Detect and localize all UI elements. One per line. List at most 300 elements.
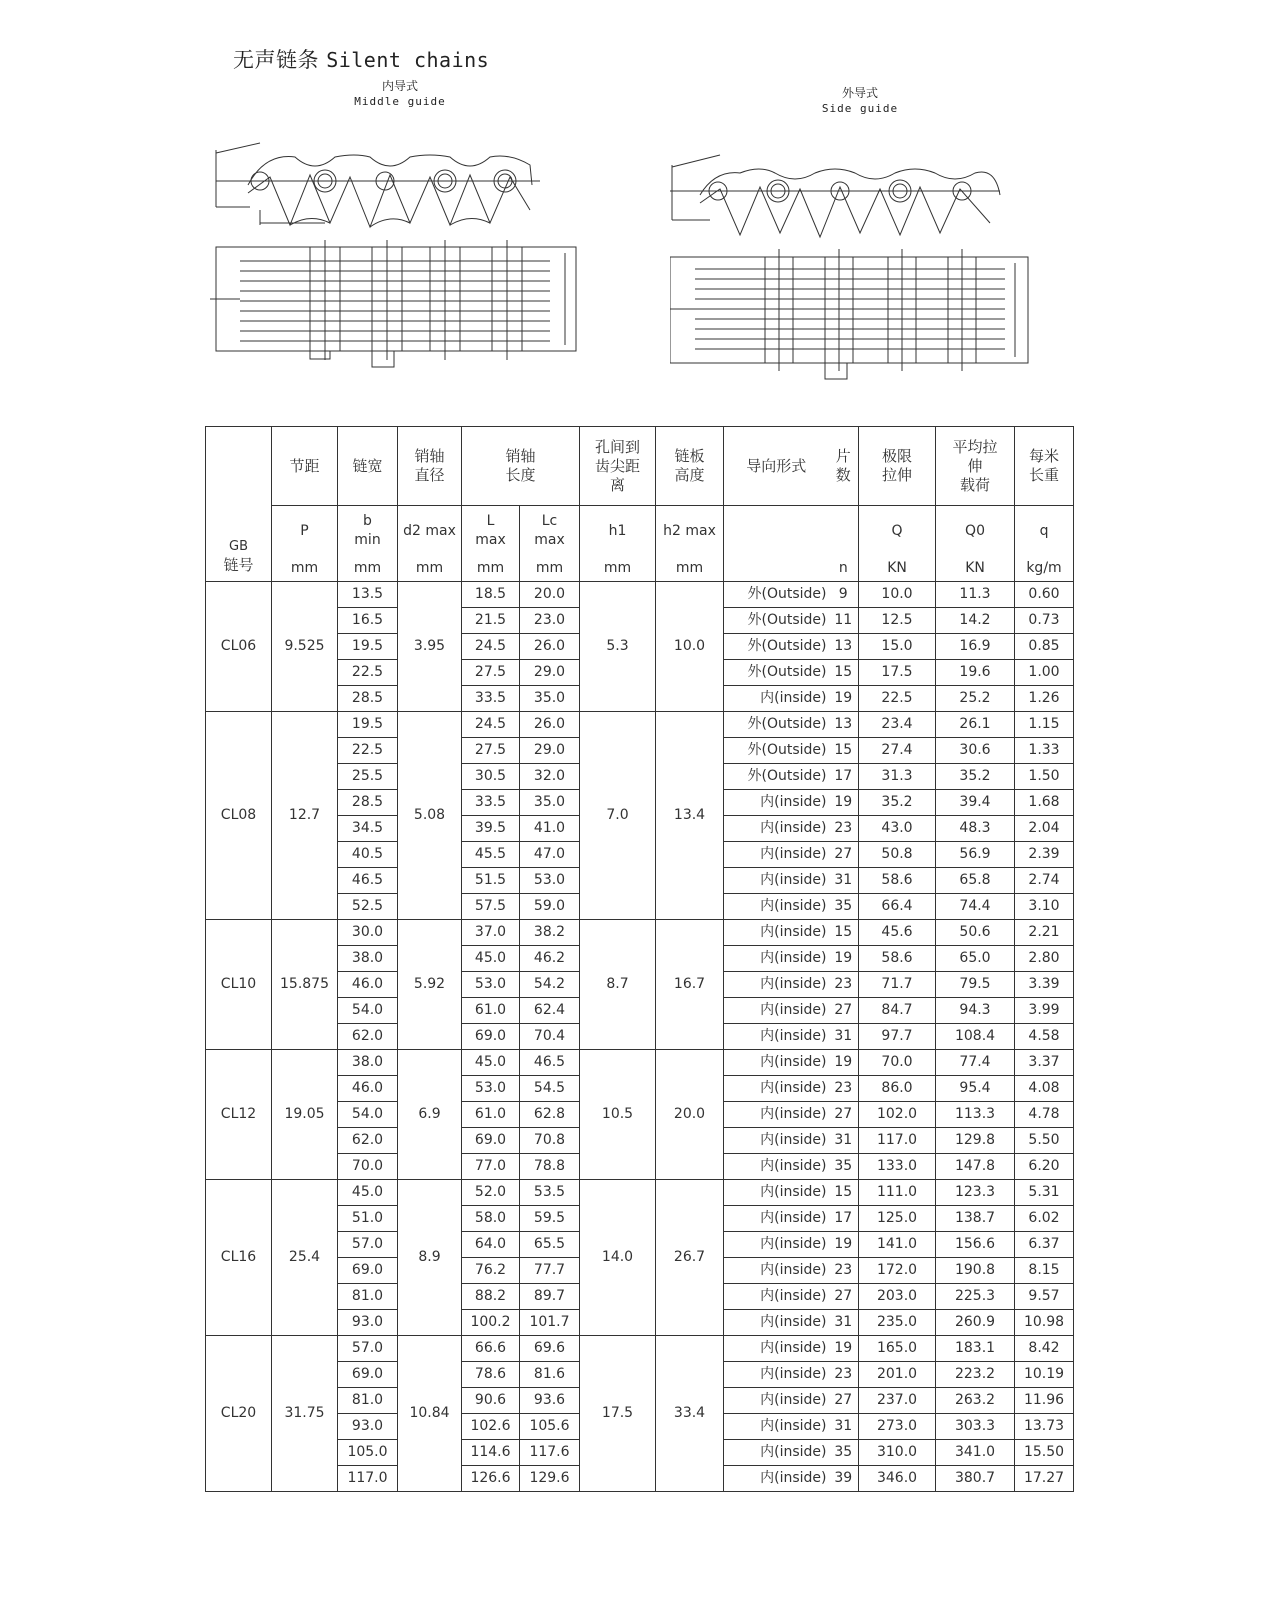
- guide-cell: 内(inside): [724, 1284, 829, 1310]
- ultimate-cell: 43.0: [859, 816, 936, 842]
- pin-len-Lc-cell: 69.6: [520, 1336, 580, 1362]
- header-weight-text: 每米 长重: [1029, 447, 1060, 484]
- width-cell: 46.0: [338, 1076, 398, 1102]
- guide-cell: 内(inside): [724, 920, 829, 946]
- pieces-cell: 39: [829, 1466, 859, 1492]
- pieces-cell: 27: [829, 1102, 859, 1128]
- guide-cell: 内(inside): [724, 1362, 829, 1388]
- unit-Q: KN: [859, 556, 936, 582]
- pieces-cell: 9: [829, 582, 859, 608]
- unit-q: kg/m: [1015, 556, 1074, 582]
- guide-cell: 内(inside): [724, 1258, 829, 1284]
- pin-dia-cell: 3.95: [398, 582, 462, 712]
- pin-len-L-cell: 24.5: [462, 712, 520, 738]
- avg-cell: 48.3: [936, 816, 1015, 842]
- header-ultimate-text: 极限 拉伸: [882, 447, 913, 484]
- unit-P: mm: [272, 556, 338, 582]
- sym-b: [338, 506, 398, 557]
- width-cell: 22.5: [338, 660, 398, 686]
- pin-len-Lc-cell: 54.5: [520, 1076, 580, 1102]
- ultimate-cell: 84.7: [859, 998, 936, 1024]
- width-cell: 54.0: [338, 998, 398, 1024]
- pieces-cell: 19: [829, 1050, 859, 1076]
- middle-guide-drawing: [210, 135, 610, 385]
- weight-cell: 3.39: [1015, 972, 1074, 998]
- avg-cell: 77.4: [936, 1050, 1015, 1076]
- guide-cell: 内(inside): [724, 686, 829, 712]
- sym-h1: h1: [580, 506, 656, 557]
- header-width: 链宽: [338, 427, 398, 506]
- header-row-1: [206, 427, 1074, 506]
- pieces-cell: 15: [829, 738, 859, 764]
- width-cell: 38.0: [338, 946, 398, 972]
- avg-cell: 74.4: [936, 894, 1015, 920]
- unit-guide: [724, 556, 829, 582]
- pin-len-L-cell: 37.0: [462, 920, 520, 946]
- pin-len-L-cell: 53.0: [462, 1076, 520, 1102]
- header-guide: 导向形式: [724, 427, 829, 506]
- avg-cell: 95.4: [936, 1076, 1015, 1102]
- pin-len-L-cell: 51.5: [462, 868, 520, 894]
- pieces-cell: 35: [829, 1154, 859, 1180]
- pin-len-Lc-cell: 29.0: [520, 660, 580, 686]
- pitch-cell: 12.7: [272, 712, 338, 920]
- pin-len-Lc-cell: 62.4: [520, 998, 580, 1024]
- pin-len-L-cell: 90.6: [462, 1388, 520, 1414]
- weight-cell: 1.33: [1015, 738, 1074, 764]
- header-row-2: [206, 506, 1074, 557]
- table-row: [206, 582, 1074, 608]
- h2-cell: 26.7: [656, 1180, 724, 1336]
- guide-cell: 内(inside): [724, 946, 829, 972]
- ultimate-cell: 58.6: [859, 946, 936, 972]
- avg-cell: 65.8: [936, 868, 1015, 894]
- pieces-cell: 27: [829, 1388, 859, 1414]
- guide-cell: 内(inside): [724, 816, 829, 842]
- pieces-cell: 31: [829, 868, 859, 894]
- ultimate-cell: 203.0: [859, 1284, 936, 1310]
- guide-cell: 内(inside): [724, 1024, 829, 1050]
- header-gb: GB: [229, 539, 248, 554]
- pin-len-Lc-cell: 117.6: [520, 1440, 580, 1466]
- guide-cell: 内(inside): [724, 1050, 829, 1076]
- table-row: [206, 1336, 1074, 1362]
- guide-cell: 内(inside): [724, 1180, 829, 1206]
- header-h2: [656, 427, 724, 506]
- guide-cell: 内(inside): [724, 894, 829, 920]
- caption-side-guide: [800, 85, 920, 117]
- avg-cell: 11.3: [936, 582, 1015, 608]
- pin-len-Lc-cell: 62.8: [520, 1102, 580, 1128]
- guide-cell: 内(inside): [724, 1102, 829, 1128]
- pieces-cell: 31: [829, 1310, 859, 1336]
- avg-cell: 138.7: [936, 1206, 1015, 1232]
- table-row: [206, 1180, 1074, 1206]
- avg-cell: 341.0: [936, 1440, 1015, 1466]
- unit-n: n: [829, 556, 859, 582]
- sym-h2: h2 max: [656, 506, 724, 557]
- width-cell: 13.5: [338, 582, 398, 608]
- avg-cell: 14.2: [936, 608, 1015, 634]
- sym-L-text: L max: [475, 513, 506, 548]
- weight-cell: 1.50: [1015, 764, 1074, 790]
- table-row: [206, 712, 1074, 738]
- weight-cell: 10.98: [1015, 1310, 1074, 1336]
- ultimate-cell: 31.3: [859, 764, 936, 790]
- unit-h2: mm: [656, 556, 724, 582]
- ultimate-cell: 58.6: [859, 868, 936, 894]
- width-cell: 62.0: [338, 1024, 398, 1050]
- pin-len-L-cell: 27.5: [462, 738, 520, 764]
- pieces-cell: 19: [829, 1336, 859, 1362]
- width-cell: 16.5: [338, 608, 398, 634]
- h2-cell: 10.0: [656, 582, 724, 712]
- width-cell: 69.0: [338, 1258, 398, 1284]
- weight-cell: 1.00: [1015, 660, 1074, 686]
- pin-len-L-cell: 33.5: [462, 686, 520, 712]
- avg-cell: 183.1: [936, 1336, 1015, 1362]
- width-cell: 30.0: [338, 920, 398, 946]
- pin-len-L-cell: 33.5: [462, 790, 520, 816]
- header-row-3: [206, 556, 1074, 582]
- weight-cell: 1.15: [1015, 712, 1074, 738]
- weight-cell: 3.10: [1015, 894, 1074, 920]
- guide-cell: 外(Outside): [724, 660, 829, 686]
- header-pin-len: [462, 427, 580, 506]
- unit-h1: mm: [580, 556, 656, 582]
- pitch-cell: 25.4: [272, 1180, 338, 1336]
- avg-cell: 26.1: [936, 712, 1015, 738]
- header-weight: [1015, 427, 1074, 506]
- pin-dia-cell: 6.9: [398, 1050, 462, 1180]
- width-cell: 22.5: [338, 738, 398, 764]
- pitch-cell: 15.875: [272, 920, 338, 1050]
- pin-len-Lc-cell: 35.0: [520, 686, 580, 712]
- ultimate-cell: 66.4: [859, 894, 936, 920]
- width-cell: 46.5: [338, 868, 398, 894]
- ultimate-cell: 23.4: [859, 712, 936, 738]
- avg-cell: 35.2: [936, 764, 1015, 790]
- pin-len-L-cell: 24.5: [462, 634, 520, 660]
- chain-no-cell: CL08: [206, 712, 272, 920]
- pin-len-Lc-cell: 53.0: [520, 868, 580, 894]
- avg-cell: 30.6: [936, 738, 1015, 764]
- weight-cell: 6.02: [1015, 1206, 1074, 1232]
- guide-cell: 内(inside): [724, 842, 829, 868]
- header-pin-dia: [398, 427, 462, 506]
- middle-guide-side-view: [216, 143, 540, 227]
- avg-cell: 65.0: [936, 946, 1015, 972]
- weight-cell: 4.78: [1015, 1102, 1074, 1128]
- weight-cell: 9.57: [1015, 1284, 1074, 1310]
- ultimate-cell: 141.0: [859, 1232, 936, 1258]
- pin-len-Lc-cell: 41.0: [520, 816, 580, 842]
- pin-len-Lc-cell: 35.0: [520, 790, 580, 816]
- pin-len-L-cell: 76.2: [462, 1258, 520, 1284]
- width-cell: 70.0: [338, 1154, 398, 1180]
- pin-len-L-cell: 57.5: [462, 894, 520, 920]
- pieces-cell: 19: [829, 1232, 859, 1258]
- pin-len-L-cell: 27.5: [462, 660, 520, 686]
- pin-len-Lc-cell: 93.6: [520, 1388, 580, 1414]
- weight-cell: 13.73: [1015, 1414, 1074, 1440]
- width-cell: 38.0: [338, 1050, 398, 1076]
- weight-cell: 10.19: [1015, 1362, 1074, 1388]
- guide-cell: 内(inside): [724, 1076, 829, 1102]
- avg-cell: 260.9: [936, 1310, 1015, 1336]
- pin-len-L-cell: 45.0: [462, 946, 520, 972]
- guide-cell: 内(inside): [724, 1206, 829, 1232]
- width-cell: 28.5: [338, 686, 398, 712]
- pin-len-L-cell: 77.0: [462, 1154, 520, 1180]
- width-cell: 28.5: [338, 790, 398, 816]
- weight-cell: 6.37: [1015, 1232, 1074, 1258]
- pin-len-L-cell: 52.0: [462, 1180, 520, 1206]
- ultimate-cell: 17.5: [859, 660, 936, 686]
- h1-cell: 10.5: [580, 1050, 656, 1180]
- header-pitch: 节距: [272, 427, 338, 506]
- ultimate-cell: 71.7: [859, 972, 936, 998]
- sym-guide: [724, 506, 829, 557]
- avg-cell: 19.6: [936, 660, 1015, 686]
- pieces-cell: 19: [829, 686, 859, 712]
- sym-b-text: b min: [354, 513, 381, 548]
- avg-cell: 108.4: [936, 1024, 1015, 1050]
- weight-cell: 1.26: [1015, 686, 1074, 712]
- unit-L: mm: [462, 556, 520, 582]
- weight-cell: 6.20: [1015, 1154, 1074, 1180]
- ultimate-cell: 70.0: [859, 1050, 936, 1076]
- pin-len-Lc-cell: 46.2: [520, 946, 580, 972]
- weight-cell: 5.31: [1015, 1180, 1074, 1206]
- sym-q: q: [1015, 506, 1074, 557]
- avg-cell: 25.2: [936, 686, 1015, 712]
- width-cell: 46.0: [338, 972, 398, 998]
- caption-side-en: Side guide: [821, 102, 899, 115]
- pin-len-Lc-cell: 53.5: [520, 1180, 580, 1206]
- avg-cell: 79.5: [936, 972, 1015, 998]
- weight-cell: 4.08: [1015, 1076, 1074, 1102]
- pieces-cell: 15: [829, 1180, 859, 1206]
- pin-len-L-cell: 114.6: [462, 1440, 520, 1466]
- pin-len-Lc-cell: 101.7: [520, 1310, 580, 1336]
- ultimate-cell: 45.6: [859, 920, 936, 946]
- h1-cell: 8.7: [580, 920, 656, 1050]
- guide-cell: 内(inside): [724, 972, 829, 998]
- pieces-cell: 27: [829, 842, 859, 868]
- guide-cell: 内(inside): [724, 1128, 829, 1154]
- pin-len-L-cell: 53.0: [462, 972, 520, 998]
- h2-cell: 33.4: [656, 1336, 724, 1492]
- ultimate-cell: 12.5: [859, 608, 936, 634]
- pin-len-L-cell: 78.6: [462, 1362, 520, 1388]
- ultimate-cell: 15.0: [859, 634, 936, 660]
- sym-P: P: [272, 506, 338, 557]
- sym-L: [462, 506, 520, 557]
- pieces-cell: 35: [829, 894, 859, 920]
- header-h1-text: 孔间到 齿尖距 离: [595, 437, 641, 494]
- guide-cell: 内(inside): [724, 1414, 829, 1440]
- pin-len-Lc-cell: 59.0: [520, 894, 580, 920]
- avg-cell: 113.3: [936, 1102, 1015, 1128]
- pin-len-L-cell: 30.5: [462, 764, 520, 790]
- pin-len-Lc-cell: 26.0: [520, 712, 580, 738]
- ultimate-cell: 133.0: [859, 1154, 936, 1180]
- width-cell: 69.0: [338, 1362, 398, 1388]
- pieces-cell: 13: [829, 712, 859, 738]
- pin-len-L-cell: 100.2: [462, 1310, 520, 1336]
- pin-dia-cell: 5.08: [398, 712, 462, 920]
- avg-cell: 94.3: [936, 998, 1015, 1024]
- pin-len-L-cell: 21.5: [462, 608, 520, 634]
- ultimate-cell: 237.0: [859, 1388, 936, 1414]
- ultimate-cell: 35.2: [859, 790, 936, 816]
- pin-len-Lc-cell: 32.0: [520, 764, 580, 790]
- pin-len-Lc-cell: 105.6: [520, 1414, 580, 1440]
- pin-dia-cell: 5.92: [398, 920, 462, 1050]
- weight-cell: 0.60: [1015, 582, 1074, 608]
- pieces-cell: 23: [829, 1258, 859, 1284]
- pin-dia-cell: 8.9: [398, 1180, 462, 1336]
- pin-len-Lc-cell: 54.2: [520, 972, 580, 998]
- ultimate-cell: 201.0: [859, 1362, 936, 1388]
- width-cell: 117.0: [338, 1466, 398, 1492]
- guide-cell: 内(inside): [724, 790, 829, 816]
- avg-cell: 50.6: [936, 920, 1015, 946]
- pin-len-L-cell: 102.6: [462, 1414, 520, 1440]
- weight-cell: 5.50: [1015, 1128, 1074, 1154]
- pin-len-L-cell: 66.6: [462, 1336, 520, 1362]
- ultimate-cell: 50.8: [859, 842, 936, 868]
- header-chain-no: 链号: [223, 556, 254, 574]
- guide-cell: 外(Outside): [724, 582, 829, 608]
- weight-cell: 2.04: [1015, 816, 1074, 842]
- h2-cell: 20.0: [656, 1050, 724, 1180]
- h1-cell: 7.0: [580, 712, 656, 920]
- sym-Q0: Q0: [936, 506, 1015, 557]
- header-h1: [580, 427, 656, 506]
- pieces-cell: 23: [829, 816, 859, 842]
- unit-d2: mm: [398, 556, 462, 582]
- pin-len-L-cell: 69.0: [462, 1024, 520, 1050]
- pin-dia-cell: 10.84: [398, 1336, 462, 1492]
- width-cell: 62.0: [338, 1128, 398, 1154]
- sym-Q: Q: [859, 506, 936, 557]
- weight-cell: 8.15: [1015, 1258, 1074, 1284]
- avg-cell: 129.8: [936, 1128, 1015, 1154]
- width-cell: 19.5: [338, 712, 398, 738]
- pieces-cell: 17: [829, 764, 859, 790]
- pin-len-L-cell: 126.6: [462, 1466, 520, 1492]
- header-avg: [936, 427, 1015, 506]
- h2-cell: 16.7: [656, 920, 724, 1050]
- pin-len-Lc-cell: 78.8: [520, 1154, 580, 1180]
- ultimate-cell: 102.0: [859, 1102, 936, 1128]
- title-zh: 无声链条: [233, 48, 319, 72]
- weight-cell: 2.74: [1015, 868, 1074, 894]
- weight-cell: 2.39: [1015, 842, 1074, 868]
- page-title: [233, 44, 489, 74]
- header-pin-dia-text: 销轴 直径: [414, 447, 445, 484]
- avg-cell: 56.9: [936, 842, 1015, 868]
- width-cell: 51.0: [338, 1206, 398, 1232]
- pin-len-L-cell: 58.0: [462, 1206, 520, 1232]
- table-row: [206, 1050, 1074, 1076]
- pin-len-L-cell: 69.0: [462, 1128, 520, 1154]
- guide-cell: 内(inside): [724, 1232, 829, 1258]
- width-cell: 93.0: [338, 1310, 398, 1336]
- ultimate-cell: 346.0: [859, 1466, 936, 1492]
- side-guide-drawing: [670, 145, 1070, 395]
- width-cell: 57.0: [338, 1336, 398, 1362]
- table-row: [206, 920, 1074, 946]
- guide-cell: 内(inside): [724, 1310, 829, 1336]
- header-pieces-text: 片 数: [835, 447, 851, 484]
- caption-side-zh: 外导式: [841, 86, 878, 100]
- pieces-cell: 15: [829, 920, 859, 946]
- width-cell: 45.0: [338, 1180, 398, 1206]
- avg-cell: 147.8: [936, 1154, 1015, 1180]
- weight-cell: 15.50: [1015, 1440, 1074, 1466]
- unit-b: mm: [338, 556, 398, 582]
- pin-len-Lc-cell: 81.6: [520, 1362, 580, 1388]
- avg-cell: 263.2: [936, 1388, 1015, 1414]
- weight-cell: 3.37: [1015, 1050, 1074, 1076]
- guide-cell: 外(Outside): [724, 738, 829, 764]
- caption-middle-guide: [340, 78, 460, 110]
- pin-len-Lc-cell: 70.4: [520, 1024, 580, 1050]
- middle-guide-top-view: [210, 240, 576, 367]
- width-cell: 93.0: [338, 1414, 398, 1440]
- weight-cell: 11.96: [1015, 1388, 1074, 1414]
- pitch-cell: 31.75: [272, 1336, 338, 1492]
- ultimate-cell: 125.0: [859, 1206, 936, 1232]
- side-guide-side-view: [670, 155, 1000, 237]
- pieces-cell: 31: [829, 1128, 859, 1154]
- pitch-cell: 9.525: [272, 582, 338, 712]
- weight-cell: 4.58: [1015, 1024, 1074, 1050]
- width-cell: 34.5: [338, 816, 398, 842]
- pin-len-Lc-cell: 23.0: [520, 608, 580, 634]
- width-cell: 52.5: [338, 894, 398, 920]
- pieces-cell: 31: [829, 1414, 859, 1440]
- pieces-cell: 31: [829, 1024, 859, 1050]
- weight-cell: 17.27: [1015, 1466, 1074, 1492]
- ultimate-cell: 117.0: [859, 1128, 936, 1154]
- avg-cell: 223.2: [936, 1362, 1015, 1388]
- pieces-cell: 27: [829, 1284, 859, 1310]
- pin-len-L-cell: 39.5: [462, 816, 520, 842]
- chain-no-cell: CL16: [206, 1180, 272, 1336]
- guide-cell: 外(Outside): [724, 764, 829, 790]
- pieces-cell: 15: [829, 660, 859, 686]
- pieces-cell: 27: [829, 998, 859, 1024]
- guide-cell: 外(Outside): [724, 712, 829, 738]
- width-cell: 54.0: [338, 1102, 398, 1128]
- pin-len-Lc-cell: 29.0: [520, 738, 580, 764]
- avg-cell: 39.4: [936, 790, 1015, 816]
- avg-cell: 16.9: [936, 634, 1015, 660]
- avg-cell: 190.8: [936, 1258, 1015, 1284]
- guide-cell: 内(inside): [724, 868, 829, 894]
- weight-cell: 8.42: [1015, 1336, 1074, 1362]
- width-cell: 57.0: [338, 1232, 398, 1258]
- pitch-cell: 19.05: [272, 1050, 338, 1180]
- sym-Lc-text: Lc max: [534, 513, 565, 548]
- avg-cell: 123.3: [936, 1180, 1015, 1206]
- guide-cell: 外(Outside): [724, 608, 829, 634]
- pieces-cell: 23: [829, 972, 859, 998]
